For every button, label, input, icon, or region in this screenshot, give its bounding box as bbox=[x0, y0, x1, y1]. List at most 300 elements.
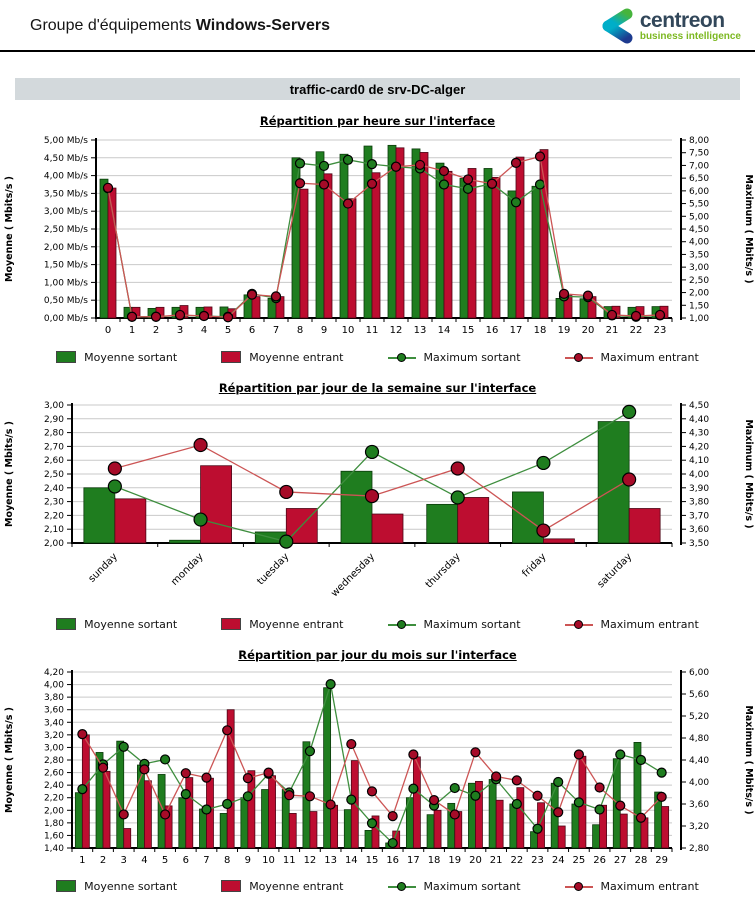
bar bbox=[496, 800, 503, 848]
left-tick-label: 3,80 bbox=[43, 693, 64, 704]
max-dot bbox=[347, 740, 356, 749]
legend-item bbox=[221, 880, 343, 893]
right-tick-label: 5,00 bbox=[689, 212, 710, 223]
left-tick-label: 3,00 bbox=[43, 743, 64, 754]
max-dot bbox=[78, 730, 87, 739]
chart-title: Répartition par jour du mois sur l'interface bbox=[238, 648, 517, 662]
monthday-chart-section bbox=[0, 648, 755, 896]
bar bbox=[372, 173, 380, 318]
legend-label: Maximum sortant bbox=[423, 617, 521, 631]
max-dot bbox=[368, 787, 377, 796]
max-dot bbox=[560, 289, 569, 298]
x-category-label: 3 bbox=[176, 325, 184, 336]
logo-subtitle: business intelligence bbox=[639, 31, 741, 42]
left-tick-label: 2,90 bbox=[43, 414, 64, 425]
max-dot bbox=[202, 773, 211, 782]
max-dot bbox=[388, 839, 397, 848]
left-tick-label: 1,00 Mb/s bbox=[43, 278, 88, 289]
left-tick-label: 4,20 bbox=[43, 668, 64, 678]
max-dot bbox=[108, 462, 121, 475]
max-dot bbox=[636, 813, 645, 822]
bar bbox=[531, 832, 538, 848]
max-dot bbox=[200, 311, 209, 320]
right-tick-label: 6,00 bbox=[689, 186, 710, 197]
bar bbox=[484, 168, 492, 318]
legend-label: Moyenne entrant bbox=[249, 617, 344, 631]
max-dot bbox=[280, 485, 293, 498]
x-category-label: 23 bbox=[653, 325, 667, 336]
legend-label: Moyenne entrant bbox=[249, 350, 344, 364]
x-category-label: 18 bbox=[427, 855, 441, 866]
centreon-logo bbox=[598, 7, 741, 45]
max-dot bbox=[450, 784, 459, 793]
report-title-bar bbox=[15, 78, 740, 100]
x-axis bbox=[95, 318, 672, 336]
bar bbox=[115, 499, 146, 543]
bar bbox=[543, 539, 574, 543]
max-dot bbox=[264, 768, 273, 777]
bar bbox=[220, 813, 227, 848]
x-category-label: 20 bbox=[581, 325, 595, 336]
max-dot bbox=[368, 819, 377, 828]
x-category-label: 3 bbox=[120, 855, 127, 866]
max-dot bbox=[574, 798, 583, 807]
legend-item bbox=[565, 880, 699, 893]
legend-item bbox=[56, 880, 177, 893]
max-dot bbox=[464, 175, 473, 184]
right-tick-label: 4,80 bbox=[689, 734, 710, 744]
max-dot bbox=[99, 763, 108, 772]
right-tick-label: 7,00 bbox=[689, 161, 710, 172]
max-dot bbox=[368, 179, 377, 188]
legend-swatch bbox=[221, 351, 241, 363]
max-dot bbox=[512, 776, 521, 785]
x-category-label: 7 bbox=[272, 325, 280, 336]
max-dot bbox=[471, 791, 480, 800]
left-tick-label: 3,60 bbox=[43, 705, 64, 716]
max-dot bbox=[119, 810, 128, 819]
chart-legend bbox=[0, 876, 755, 896]
max-dot bbox=[347, 795, 356, 804]
left-tick-label: 5,00 Mb/s bbox=[43, 136, 88, 146]
logo-wordmark bbox=[640, 10, 741, 42]
x-category-label: 2 bbox=[152, 325, 160, 336]
legend-label: Maximum entrant bbox=[600, 617, 699, 631]
right-tick-label: 1,00 bbox=[689, 314, 710, 324]
max-dot bbox=[388, 812, 397, 821]
left-tick-label: 0,50 Mb/s bbox=[43, 296, 88, 307]
max-dot bbox=[657, 768, 666, 777]
max-dot bbox=[320, 161, 329, 170]
x-category-label: 9 bbox=[320, 325, 328, 336]
max-dot bbox=[416, 160, 425, 169]
max-dot bbox=[296, 159, 305, 168]
x-category-label: 21 bbox=[605, 325, 619, 336]
x-category-label: 17 bbox=[509, 325, 523, 336]
bar bbox=[179, 798, 186, 848]
x-category-label: 23 bbox=[531, 855, 544, 866]
bar bbox=[413, 757, 420, 848]
right-tick-label: 5,50 bbox=[689, 199, 710, 210]
bar bbox=[629, 509, 660, 544]
right-tick-label: 8,00 bbox=[689, 136, 710, 146]
left-axis-title: Moyenne ( Mbits/s ) bbox=[4, 175, 15, 283]
legend-label: Maximum sortant bbox=[423, 879, 521, 893]
max-dot bbox=[194, 439, 207, 452]
legend-item bbox=[388, 880, 521, 893]
x-category-label: 8 bbox=[223, 855, 231, 866]
right-tick-label: 7,50 bbox=[689, 148, 710, 159]
legend-label: Moyenne sortant bbox=[84, 617, 178, 631]
left-tick-label: 4,00 bbox=[43, 680, 64, 691]
x-category-label: 4 bbox=[200, 325, 208, 336]
bar bbox=[344, 810, 351, 848]
legend-item bbox=[56, 351, 177, 364]
right-tick-label: 3,60 bbox=[689, 525, 710, 536]
max-dot bbox=[181, 769, 190, 778]
bar bbox=[310, 812, 317, 848]
x-category-label: tuesday bbox=[255, 551, 292, 588]
max-dot bbox=[440, 167, 449, 176]
x-category-label: 27 bbox=[613, 855, 627, 866]
right-tick-label: 4,50 bbox=[689, 225, 710, 235]
right-tick-label: 4,30 bbox=[689, 428, 710, 439]
max-dot bbox=[595, 805, 604, 814]
bar bbox=[460, 178, 468, 318]
legend-label: Moyenne sortant bbox=[84, 350, 178, 364]
max-dot bbox=[366, 490, 379, 503]
x-category-label: 14 bbox=[437, 325, 451, 336]
bar bbox=[348, 199, 356, 318]
bar bbox=[84, 488, 115, 543]
logo-c-icon bbox=[598, 7, 634, 45]
max-dot bbox=[119, 742, 128, 751]
x-category-label: friday bbox=[520, 551, 549, 580]
max-dot bbox=[537, 524, 550, 537]
legend-swatch bbox=[56, 351, 76, 363]
max-dot bbox=[108, 480, 121, 493]
bar bbox=[199, 809, 206, 848]
chart-legend bbox=[0, 347, 755, 367]
bar bbox=[331, 805, 338, 848]
bar bbox=[201, 466, 232, 543]
max-dot bbox=[161, 755, 170, 764]
x-category-label: 17 bbox=[407, 855, 420, 866]
x-category-label: 12 bbox=[389, 325, 403, 336]
bar bbox=[365, 830, 372, 848]
max-dot bbox=[537, 456, 550, 469]
bar bbox=[252, 297, 260, 318]
page-title bbox=[30, 17, 330, 35]
x-category-label: 22 bbox=[629, 325, 643, 336]
legend-item bbox=[221, 618, 343, 631]
legend-item bbox=[565, 351, 699, 364]
x-category-label: 15 bbox=[365, 855, 379, 866]
max-dot bbox=[280, 535, 293, 548]
x-category-label: 13 bbox=[413, 325, 427, 336]
x-category-label: 8 bbox=[296, 325, 304, 336]
max-dot bbox=[636, 756, 645, 765]
max-dot bbox=[464, 184, 473, 193]
max-dot bbox=[536, 180, 545, 189]
max-dot bbox=[326, 680, 335, 689]
x-category-label: 19 bbox=[448, 855, 462, 866]
left-tick-label: 3,40 bbox=[43, 718, 64, 729]
bar bbox=[241, 798, 248, 848]
bar bbox=[556, 298, 564, 318]
max-dot bbox=[272, 292, 281, 301]
legend-item bbox=[56, 618, 177, 631]
x-category-label: 18 bbox=[533, 325, 547, 336]
legend-label: Maximum entrant bbox=[600, 350, 699, 364]
max-dot bbox=[632, 311, 641, 320]
max-dot bbox=[492, 772, 501, 781]
x-category-label: 5 bbox=[224, 325, 232, 336]
logo-name: centreon bbox=[639, 9, 725, 32]
x-category-label: 13 bbox=[324, 855, 337, 866]
max-dot bbox=[533, 791, 542, 800]
weekday-chart-section bbox=[0, 381, 755, 634]
bar bbox=[558, 826, 565, 848]
x-category-label: sunday bbox=[86, 551, 120, 585]
left-axis-title: Moyenne ( Mbits/s ) bbox=[4, 706, 15, 814]
bar bbox=[427, 504, 458, 543]
left-axis-title: Moyenne ( Mbits/s ) bbox=[4, 420, 15, 528]
x-category-label: 14 bbox=[344, 855, 358, 866]
bar bbox=[516, 157, 524, 318]
bar bbox=[117, 741, 124, 848]
x-category-label: monday bbox=[169, 551, 206, 588]
max-dot bbox=[176, 310, 185, 319]
left-axis bbox=[44, 136, 96, 324]
left-tick-label: 2,30 bbox=[43, 497, 64, 508]
max-dot bbox=[296, 179, 305, 188]
bar bbox=[364, 146, 372, 318]
max-dot bbox=[202, 805, 211, 814]
bar bbox=[316, 152, 324, 318]
x-category-label: saturday bbox=[595, 551, 635, 591]
max-dot bbox=[223, 800, 232, 809]
left-tick-label: 4,50 Mb/s bbox=[43, 153, 88, 164]
x-category-label: 9 bbox=[244, 855, 252, 866]
left-tick-label: 2,40 bbox=[43, 781, 64, 792]
x-category-label: 24 bbox=[551, 855, 565, 866]
max-dot bbox=[430, 796, 439, 805]
hourly-chart bbox=[0, 130, 755, 346]
max-dot bbox=[285, 791, 294, 800]
max-dot bbox=[450, 810, 459, 819]
max-dot bbox=[409, 784, 418, 793]
max-dot bbox=[533, 824, 542, 833]
bar bbox=[289, 813, 296, 848]
max-dot bbox=[305, 792, 314, 801]
left-tick-label: 1,80 bbox=[43, 818, 64, 829]
right-axis-title: Maximum ( Mbits/s ) bbox=[743, 705, 754, 815]
weekday-interface-chart-svg bbox=[0, 397, 755, 609]
x-category-label: 6 bbox=[182, 855, 189, 866]
max-dot bbox=[656, 310, 665, 319]
legend-label: Moyenne entrant bbox=[249, 879, 344, 893]
max-dot bbox=[140, 765, 149, 774]
max-dot bbox=[512, 800, 521, 809]
x-category-label: 7 bbox=[203, 855, 210, 866]
x-category-label: 5 bbox=[161, 855, 169, 866]
legend-item bbox=[221, 351, 343, 364]
right-tick-label: 2,50 bbox=[689, 275, 710, 286]
left-tick-label: 2,20 bbox=[43, 511, 64, 522]
max-dot bbox=[488, 179, 497, 188]
bar bbox=[103, 771, 110, 848]
right-tick-label: 4,00 bbox=[689, 237, 710, 248]
right-tick-label: 4,00 bbox=[689, 470, 710, 480]
right-tick-label: 3,50 bbox=[689, 539, 710, 549]
page-header bbox=[0, 0, 755, 52]
bar bbox=[186, 778, 193, 848]
bar bbox=[262, 790, 269, 848]
x-category-label: 26 bbox=[593, 855, 606, 866]
bar bbox=[144, 781, 151, 848]
legend-swatch bbox=[221, 880, 241, 892]
x-axis bbox=[71, 543, 672, 599]
bar bbox=[324, 174, 332, 318]
max-dot bbox=[536, 152, 545, 161]
bar bbox=[572, 804, 579, 848]
left-tick-label: 2,00 bbox=[43, 806, 64, 817]
max-dot bbox=[181, 790, 190, 799]
x-category-label: 11 bbox=[365, 325, 379, 336]
max-dot bbox=[554, 808, 563, 817]
bar bbox=[593, 825, 600, 848]
chart-title: Répartition par jour de la semaine sur l'interface bbox=[218, 381, 537, 395]
bar bbox=[662, 807, 669, 848]
x-category-label: 10 bbox=[262, 855, 275, 866]
report-title: traffic-card0 de srv-DC-alger bbox=[289, 81, 466, 97]
chart-title: Répartition par heure sur l'interface bbox=[259, 114, 496, 128]
bar bbox=[540, 150, 548, 318]
group-name: Windows-Servers bbox=[195, 17, 330, 34]
right-tick-label: 5,20 bbox=[689, 712, 710, 722]
x-category-label: 29 bbox=[655, 855, 669, 866]
right-axis bbox=[681, 401, 709, 549]
right-tick-label: 2,80 bbox=[689, 844, 710, 854]
x-category-label: 16 bbox=[485, 325, 499, 336]
right-tick-label: 3,80 bbox=[689, 497, 710, 508]
max-dot bbox=[512, 198, 521, 207]
right-tick-label: 3,60 bbox=[689, 800, 710, 810]
max-dot bbox=[344, 199, 353, 208]
right-tick-label: 3,50 bbox=[689, 250, 710, 261]
left-tick-label: 0,00 Mb/s bbox=[43, 314, 88, 324]
x-category-label: 19 bbox=[557, 325, 571, 336]
legend-line-marker bbox=[565, 352, 593, 363]
x-category-label: 25 bbox=[572, 855, 586, 866]
monthday-interface-chart-svg bbox=[0, 664, 755, 871]
left-axis bbox=[44, 668, 72, 854]
bar bbox=[269, 776, 276, 848]
left-tick-label: 2,20 bbox=[43, 793, 64, 804]
x-category-label: 2 bbox=[99, 855, 107, 866]
max-dot bbox=[392, 162, 401, 171]
legend-swatch bbox=[56, 618, 76, 630]
bar bbox=[324, 688, 331, 848]
max-line bbox=[108, 160, 660, 317]
max-dot bbox=[657, 792, 666, 801]
left-tick-label: 3,00 Mb/s bbox=[43, 207, 88, 218]
left-tick-label: 2,80 bbox=[43, 756, 64, 766]
max-dot bbox=[224, 313, 233, 322]
bars-moyenne-entrant bbox=[115, 466, 660, 543]
max-dot bbox=[451, 462, 464, 475]
bar bbox=[532, 186, 540, 318]
x-axis bbox=[71, 848, 672, 866]
left-tick-label: 2,50 bbox=[43, 470, 64, 480]
max-dot bbox=[152, 312, 161, 321]
x-category-label: 1 bbox=[79, 855, 86, 866]
left-tick-label: 2,60 bbox=[43, 768, 64, 779]
bar bbox=[124, 829, 131, 848]
x-category-label: 16 bbox=[386, 855, 400, 866]
bar bbox=[489, 779, 496, 848]
left-tick-label: 1,50 Mb/s bbox=[43, 260, 88, 271]
max-dot bbox=[440, 180, 449, 189]
bar bbox=[170, 540, 201, 543]
x-category-label: 12 bbox=[303, 855, 317, 866]
max-dot bbox=[584, 291, 593, 300]
max-dot bbox=[471, 748, 480, 757]
right-axis-title: Maximum ( Mbits/s ) bbox=[743, 174, 754, 284]
line-maximum-sortant bbox=[104, 155, 665, 321]
left-tick-label: 2,60 bbox=[43, 456, 64, 467]
max-dot bbox=[223, 726, 232, 735]
x-category-label: 28 bbox=[634, 855, 648, 866]
x-category-label: 4 bbox=[141, 855, 148, 866]
legend-label: Moyenne sortant bbox=[84, 879, 178, 893]
left-tick-label: 3,00 bbox=[43, 401, 64, 411]
max-dot bbox=[305, 747, 314, 756]
bar bbox=[458, 497, 489, 543]
max-dot bbox=[616, 801, 625, 810]
right-tick-label: 4,40 bbox=[689, 414, 710, 425]
max-dot bbox=[368, 160, 377, 169]
right-tick-label: 4,40 bbox=[689, 756, 710, 766]
max-dot bbox=[574, 750, 583, 759]
legend-swatch bbox=[221, 618, 241, 630]
right-tick-label: 3,20 bbox=[689, 822, 710, 832]
bar bbox=[396, 148, 404, 318]
max-dot bbox=[623, 473, 636, 486]
right-tick-label: 3,90 bbox=[689, 483, 710, 494]
max-dot bbox=[512, 158, 521, 167]
x-category-label: thursday bbox=[423, 551, 463, 591]
legend-line-marker bbox=[388, 619, 416, 630]
bar bbox=[510, 804, 517, 848]
legend-item bbox=[565, 618, 699, 631]
left-tick-label: 3,50 Mb/s bbox=[43, 189, 88, 200]
bar bbox=[75, 793, 82, 848]
legend-swatch bbox=[56, 880, 76, 892]
right-tick-label: 1,50 bbox=[689, 301, 710, 312]
legend-item bbox=[388, 618, 521, 631]
max-dot bbox=[608, 310, 617, 319]
left-tick-label: 1,40 bbox=[43, 844, 64, 854]
max-line bbox=[108, 157, 660, 318]
max-dot bbox=[623, 405, 636, 418]
bar bbox=[492, 177, 500, 318]
right-tick-label: 4,00 bbox=[689, 778, 710, 788]
right-tick-label: 5,60 bbox=[689, 690, 710, 700]
x-category-label: 6 bbox=[248, 325, 256, 336]
max-dot bbox=[616, 750, 625, 759]
